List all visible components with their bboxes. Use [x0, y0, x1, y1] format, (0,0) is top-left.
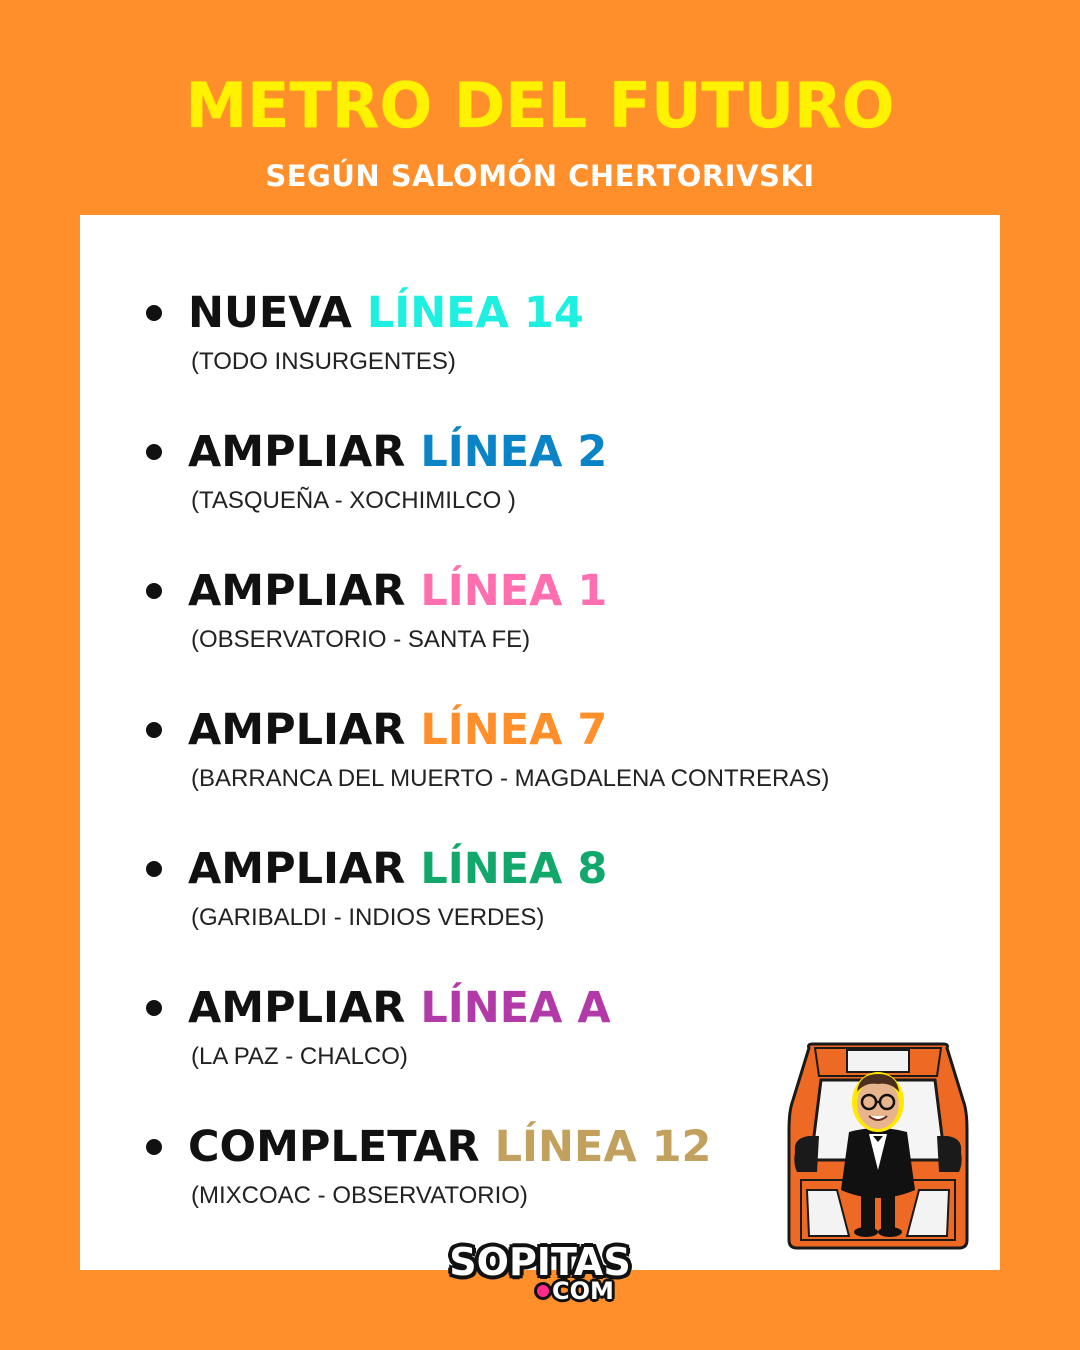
bullet-dot-icon [146, 722, 162, 738]
item-action: AMPLIAR [188, 705, 406, 755]
bullet-dot-icon [146, 583, 162, 599]
metro-train-icon [787, 1040, 969, 1252]
item-headline [188, 285, 584, 341]
item-line-name: LÍNEA A [420, 983, 611, 1033]
item-action: AMPLIAR [188, 844, 406, 894]
logo-main-text: SOPITAS [449, 1240, 631, 1284]
item-detail: (LA PAZ - CHALCO) [191, 1043, 408, 1070]
item-detail: (OBSERVATORIO - SANTA FE) [191, 626, 531, 653]
item-line-name: LÍNEA 8 [420, 844, 608, 894]
item-action: AMPLIAR [188, 983, 406, 1033]
bullet-dot-icon [146, 861, 162, 877]
sopitas-logo [440, 1238, 640, 1318]
page-subtitle: SEGÚN SALOMÓN CHERTORIVSKI [265, 159, 815, 193]
item-detail: (BARRANCA DEL MUERTO - MAGDALENA CONTRERAS) [191, 765, 830, 792]
logo-dot-icon [537, 1285, 549, 1297]
bullet-dot-icon [146, 305, 162, 321]
item-detail: (TODO INSURGENTES) [191, 348, 456, 375]
item-detail: (GARIBALDI - INDIOS VERDES) [191, 904, 545, 931]
item-line-name: LÍNEA 1 [420, 566, 608, 616]
item-headline [188, 702, 607, 758]
item-action: AMPLIAR [188, 566, 406, 616]
item-line-name: LÍNEA 2 [420, 427, 608, 477]
bullet-dot-icon [146, 444, 162, 460]
item-detail: (MIXCOAC - OBSERVATORIO) [191, 1182, 528, 1209]
item-action: COMPLETAR [188, 1122, 480, 1172]
item-line-name: LÍNEA 7 [420, 705, 608, 755]
bullet-dot-icon [146, 1139, 162, 1155]
item-headline [188, 841, 607, 897]
page-title: METRO DEL FUTURO [185, 69, 895, 142]
item-headline [188, 980, 611, 1036]
item-action: AMPLIAR [188, 427, 406, 477]
item-action: NUEVA [188, 288, 352, 338]
item-line-name: LÍNEA 12 [494, 1122, 712, 1172]
bullet-dot-icon [146, 1000, 162, 1016]
item-line-name: LÍNEA 14 [366, 288, 584, 338]
logo-sub-text: COM [552, 1277, 614, 1305]
item-headline [188, 1119, 711, 1175]
item-headline [188, 563, 607, 619]
item-detail: (TASQUEÑA - XOCHIMILCO ) [191, 487, 516, 514]
item-headline [188, 424, 607, 480]
